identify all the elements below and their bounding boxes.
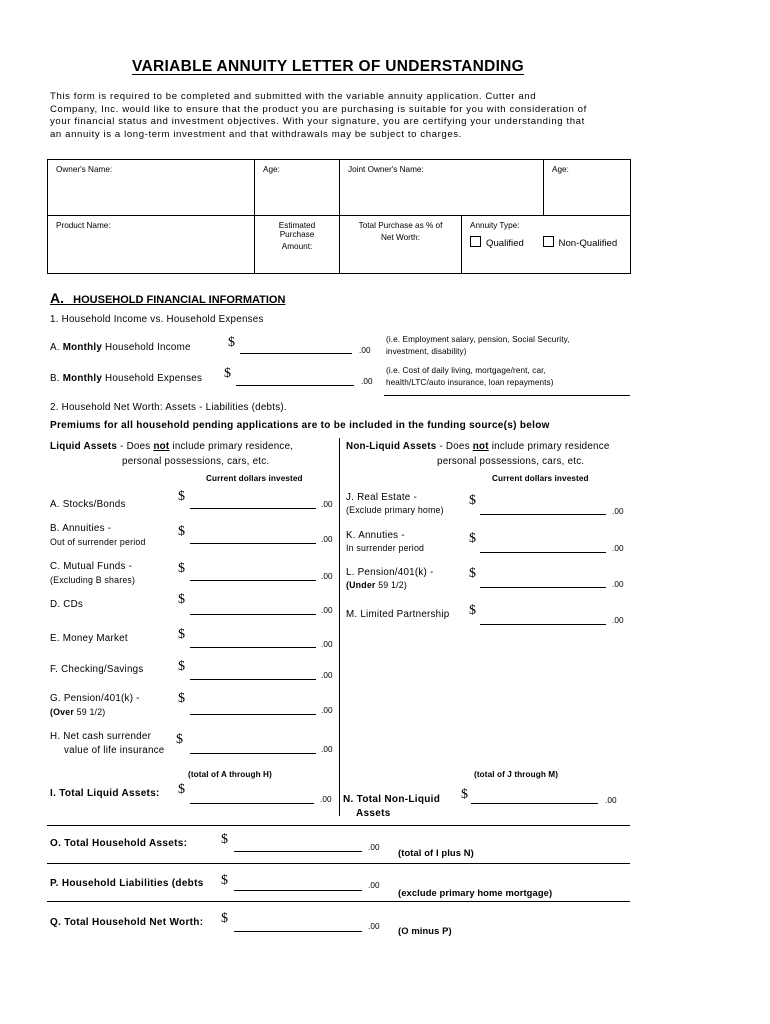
- non-qualified-label: Non-Qualified: [558, 238, 618, 249]
- form-title: VARIABLE ANNUITY LETTER OF UNDERSTANDING: [132, 58, 525, 75]
- rest: include primary residence,: [169, 441, 294, 452]
- mutual-funds-label: C. Mutual Funds -: [50, 561, 133, 572]
- rest: - Does: [117, 441, 154, 452]
- dollar-sign: $: [178, 592, 185, 607]
- rest: - Does: [436, 441, 473, 452]
- joint-owner-name-cell[interactable]: [340, 160, 544, 216]
- intro-line: This form is required to be completed and submitted with the variable annuity application. Cutter and: [50, 91, 537, 102]
- cents: .00: [612, 507, 624, 516]
- liquid-column-label: Current dollars invested: [206, 474, 303, 483]
- column-divider: [339, 438, 340, 816]
- product-name-label: Product Name:: [56, 221, 111, 230]
- dollar-sign: $: [469, 603, 476, 618]
- cds-input[interactable]: [190, 614, 316, 615]
- cents: .00: [321, 671, 333, 680]
- cents: .00: [321, 606, 333, 615]
- dollar-sign: $: [176, 732, 183, 747]
- cents: .00: [612, 616, 624, 625]
- dollar-sign: $: [178, 691, 185, 706]
- real-estate-sublabel: (Exclude primary home): [346, 505, 444, 515]
- dollar-sign: $: [469, 493, 476, 508]
- monthly-bold: Monthly: [62, 373, 103, 384]
- rest: 59 1/2): [73, 707, 106, 717]
- cents: .00: [321, 745, 333, 754]
- rest: 59 1/2): [375, 580, 407, 590]
- nonliquid-bold: Non-Liquid Assets: [346, 441, 437, 452]
- total-nonliquid-label: N. Total Non-Liquid: [343, 794, 441, 805]
- total-nonliquid-sublabel: Assets: [356, 808, 391, 819]
- dollar-sign: $: [178, 524, 185, 539]
- intro-paragraph: [50, 91, 640, 141]
- dollar-sign: $: [221, 832, 228, 847]
- cents: .00: [321, 535, 333, 544]
- over-bold: (Over: [50, 707, 74, 717]
- household-liabilities-label: P. Household Liabilities (debts: [50, 878, 204, 889]
- nonliquid-assets-subheading: personal possessions, cars, etc.: [437, 456, 585, 467]
- total-liquid-label: I. Total Liquid Assets:: [50, 788, 160, 799]
- est-purchase-cell[interactable]: [255, 216, 340, 274]
- checking-savings-label: F. Checking/Savings: [50, 664, 144, 675]
- total-purchase-label: Total Purchase as % of: [358, 221, 443, 230]
- divider: [47, 863, 630, 864]
- est-purchase-label: Estimated Purchase: [278, 221, 316, 239]
- section-letter: A.: [50, 290, 64, 306]
- owner-name-label: Owner's Name:: [56, 165, 113, 174]
- income-heading: 1. Household Income vs. Household Expenses: [50, 314, 264, 325]
- dollar-sign: $: [178, 489, 185, 504]
- liquid-total-note: (total of A through H): [188, 770, 272, 779]
- divider: [384, 395, 630, 396]
- nonliquid-assets-heading: [346, 441, 610, 452]
- total-household-assets-label: O. Total Household Assets:: [50, 838, 188, 849]
- divider: [47, 825, 630, 826]
- assets-formula-note: (total of I plus N): [398, 847, 474, 858]
- cents: .00: [368, 881, 380, 890]
- total-purchase-label: Net Worth:: [381, 233, 420, 242]
- joint-owner-name-label: Joint Owner's Name:: [348, 165, 424, 174]
- dollar-sign: $: [178, 561, 185, 576]
- rest: Household Income: [102, 342, 191, 353]
- dollar-sign: $: [469, 531, 476, 546]
- real-estate-label: J. Real Estate -: [346, 492, 417, 503]
- qualified-label: Qualified: [486, 238, 524, 249]
- cents: .00: [368, 922, 380, 931]
- expenses-note: (i.e. Cost of daily living, mortgage/rent, car,: [386, 366, 546, 375]
- total-net-worth-input[interactable]: [234, 931, 362, 932]
- applicant-info-table: [47, 159, 631, 274]
- not-emphasis: not: [472, 441, 489, 452]
- cents: .00: [612, 580, 624, 589]
- joint-age-cell[interactable]: [544, 160, 631, 216]
- annuities-input[interactable]: [190, 543, 316, 544]
- total-nonliquid-input[interactable]: [471, 803, 598, 804]
- rest: include primary residence: [488, 441, 610, 452]
- pension-label: G. Pension/401(k) -: [50, 693, 140, 704]
- stocks-bonds-input[interactable]: [190, 508, 316, 509]
- dollar-sign: $: [224, 366, 231, 381]
- mutual-funds-sublabel: (Excluding B shares): [50, 575, 136, 585]
- premiums-note: Premiums for all household pending applications are to be included in the funding source(s) below: [50, 420, 550, 431]
- monthly-expenses-label: [50, 373, 202, 384]
- total-net-worth-label: Q. Total Household Net Worth:: [50, 917, 204, 928]
- section-title: HOUSEHOLD FINANCIAL INFORMATION: [73, 294, 286, 306]
- nonliquid-total-note: (total of J through M): [474, 770, 559, 779]
- life-insurance-input[interactable]: [190, 753, 316, 754]
- nonliquid-column-label: Current dollars invested: [492, 474, 589, 483]
- nonliquid-pension-input[interactable]: [480, 587, 606, 588]
- cents: .00: [605, 796, 617, 805]
- annuities-label: B. Annuities -: [50, 523, 112, 534]
- limited-partnership-input[interactable]: [480, 624, 606, 625]
- divider: [47, 901, 630, 902]
- nonliquid-annuities-label: K. Annuties -: [346, 530, 405, 541]
- income-note: investment, disability): [386, 347, 467, 356]
- owner-age-cell[interactable]: [255, 160, 340, 216]
- liquid-bold: Liquid Assets: [50, 441, 118, 452]
- est-purchase-label: Amount:: [281, 242, 313, 251]
- total-liquid-input[interactable]: [190, 803, 314, 804]
- expenses-note: health/LTC/auto insurance, loan repayments): [386, 378, 554, 387]
- household-liabilities-input[interactable]: [234, 890, 362, 891]
- dollar-sign: $: [178, 627, 185, 642]
- dollar-sign: $: [469, 566, 476, 581]
- under-bold: (Under: [346, 580, 376, 590]
- cents: .00: [321, 500, 333, 509]
- dollar-sign: $: [221, 873, 228, 888]
- monthly-income-input[interactable]: [240, 353, 352, 354]
- cents: .00: [359, 346, 371, 355]
- not-emphasis: not: [153, 441, 170, 452]
- total-purchase-cell[interactable]: [340, 216, 462, 274]
- qualified-checkbox[interactable]: [470, 236, 481, 247]
- prefix: B.: [50, 373, 63, 384]
- section-a-heading: [50, 290, 285, 306]
- rest: Household Expenses: [102, 373, 203, 384]
- money-market-label: E. Money Market: [50, 633, 128, 644]
- total-household-assets-input[interactable]: [234, 851, 362, 852]
- liquid-assets-heading: [50, 441, 293, 452]
- dollar-sign: $: [221, 911, 228, 926]
- nonliquid-annuities-sublabel: In surrender period: [346, 543, 425, 553]
- intro-line: your financial status and investment objectives. With your signature, you are certifying your understanding that: [50, 116, 585, 128]
- annuity-type-cell: [462, 216, 631, 274]
- life-insurance-label: H. Net cash surrender: [50, 731, 152, 742]
- nonliquid-pension-label: L. Pension/401(k) -: [346, 567, 434, 578]
- pension-input[interactable]: [190, 714, 316, 715]
- dollar-sign: $: [178, 659, 185, 674]
- cds-label: D. CDs: [50, 599, 84, 610]
- real-estate-input[interactable]: [480, 514, 606, 515]
- pension-sublabel: [50, 707, 105, 717]
- intro-line: an annuity is a long-term investment and that withdrawals may be subject to charges.: [50, 128, 462, 140]
- non-qualified-checkbox[interactable]: [543, 236, 554, 247]
- net-worth-formula-note: (O minus P): [398, 925, 452, 936]
- owner-age-label: Age:: [263, 165, 280, 174]
- networth-heading: 2. Household Net Worth: Assets - Liabilities (debts).: [50, 402, 287, 413]
- intro-line: Company, Inc. would like to ensure that the product you are purchasing is suitable for you with consideration of: [50, 103, 587, 115]
- nonliquid-pension-sublabel: [346, 580, 407, 590]
- cents: .00: [321, 706, 333, 715]
- monthly-bold: Monthly: [62, 342, 103, 353]
- cents: .00: [612, 544, 624, 553]
- checking-savings-input[interactable]: [190, 679, 316, 680]
- product-name-cell[interactable]: [48, 216, 255, 274]
- mutual-funds-input[interactable]: [190, 580, 316, 581]
- cents: .00: [361, 377, 373, 386]
- joint-age-label: Age:: [552, 165, 569, 174]
- monthly-expenses-input[interactable]: [236, 385, 354, 386]
- annuities-sublabel: Out of surrender period: [50, 537, 146, 547]
- annuity-type-label: Annuity Type:: [470, 221, 520, 230]
- cents: .00: [321, 572, 333, 581]
- stocks-bonds-label: A. Stocks/Bonds: [50, 499, 126, 510]
- prefix: A.: [50, 342, 63, 353]
- monthly-income-label: [50, 342, 191, 353]
- dollar-sign: $: [461, 787, 468, 802]
- life-insurance-sublabel: value of life insurance: [64, 745, 165, 756]
- money-market-input[interactable]: [190, 647, 316, 648]
- liabilities-note: (exclude primary home mortgage): [398, 887, 553, 898]
- owner-name-cell[interactable]: [48, 160, 255, 216]
- limited-partnership-label: M. Limited Partnership: [346, 609, 450, 620]
- dollar-sign: $: [178, 782, 185, 797]
- liquid-assets-subheading: personal possessions, cars, etc.: [122, 456, 270, 467]
- cents: .00: [368, 843, 380, 852]
- dollar-sign: $: [228, 335, 235, 350]
- cents: .00: [320, 795, 332, 804]
- nonliquid-annuities-input[interactable]: [480, 552, 606, 553]
- cents: .00: [321, 640, 333, 649]
- income-note: (i.e. Employment salary, pension, Social Security,: [386, 335, 570, 344]
